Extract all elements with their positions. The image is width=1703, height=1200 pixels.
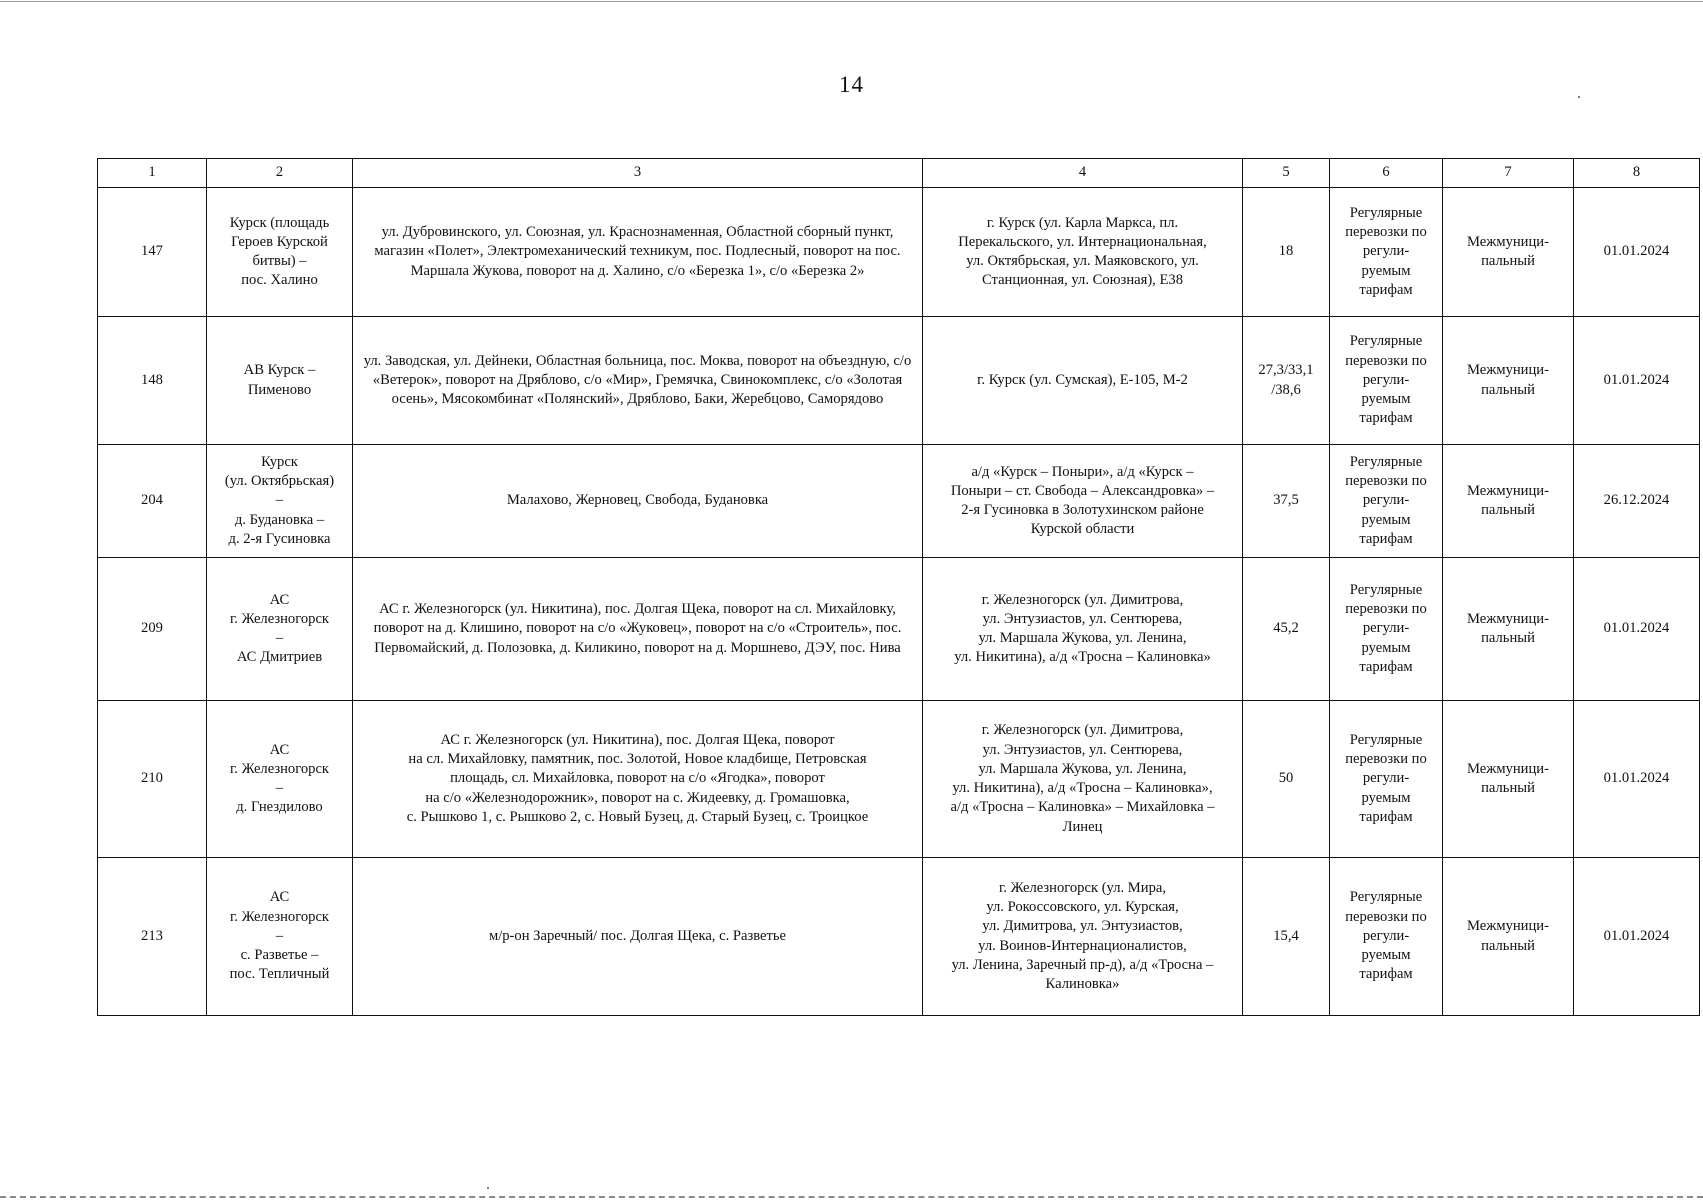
column-header: 4 bbox=[923, 159, 1243, 188]
column-header: 6 bbox=[1330, 159, 1443, 188]
table-row bbox=[98, 317, 1700, 445]
intermediate-stops-cell: м/р-он Заречный/ пос. Долгая Щека, с. Разветье bbox=[353, 858, 923, 1016]
route-name-cell: АС г. Железногорск – АС Дмитриев bbox=[207, 558, 353, 701]
table-row bbox=[98, 558, 1700, 701]
start-date-cell: 01.01.2024 bbox=[1574, 558, 1700, 701]
start-date-cell: 01.01.2024 bbox=[1574, 701, 1700, 858]
scan-speck bbox=[487, 1187, 489, 1189]
column-header: 7 bbox=[1443, 159, 1574, 188]
column-header: 5 bbox=[1243, 159, 1330, 188]
table-row bbox=[98, 445, 1700, 558]
route-name-cell: Курск (площадь Героев Курской битвы) – пос. Халино bbox=[207, 188, 353, 317]
route-length-cell: 18 bbox=[1243, 188, 1330, 317]
transport-type-cell: Регулярные перевозки по регули- руемым тарифам bbox=[1330, 317, 1443, 445]
column-header: 2 bbox=[207, 159, 353, 188]
start-date-cell: 01.01.2024 bbox=[1574, 858, 1700, 1016]
transport-type-cell: Регулярные перевозки по регули- руемым тарифам bbox=[1330, 858, 1443, 1016]
route-number-cell: 210 bbox=[98, 701, 207, 858]
transport-type-cell: Регулярные перевозки по регули- руемым тарифам bbox=[1330, 445, 1443, 558]
routes-table bbox=[97, 158, 1700, 1016]
transport-type-cell: Регулярные перевозки по регули- руемым тарифам bbox=[1330, 188, 1443, 317]
route-number-cell: 148 bbox=[98, 317, 207, 445]
route-name-cell: АС г. Железногорск – с. Разветье – пос. Тепличный bbox=[207, 858, 353, 1016]
table-row bbox=[98, 701, 1700, 858]
streets-roads-cell: г. Железногорск (ул. Димитрова, ул. Энтузиастов, ул. Сентюрева, ул. Маршала Жукова, ул. Ленина, ул. Никитина), а/д «Тросна – Калиновка» bbox=[923, 558, 1243, 701]
route-length-cell: 37,5 bbox=[1243, 445, 1330, 558]
intermediate-stops-cell: АС г. Железногорск (ул. Никитина), пос. Долгая Щека, поворот на сл. Михайловку, памятник, пос. Золотой, Новое кладбище, Петровская площадь, сл. Михайловка, поворот на с/о «Ягодка», поворот на с/о «Железнодорожник», поворот на с. Жидеевку, д. Громашовка, с. Рышково 1, с. Рышково 2, с. Новый Бузец, д. Старый Бузец, с. Троицкое bbox=[353, 701, 923, 858]
table-header-row bbox=[98, 159, 1700, 188]
page-number: 14 bbox=[839, 72, 864, 97]
start-date-cell: 01.01.2024 bbox=[1574, 188, 1700, 317]
transport-type-cell: Регулярные перевозки по регули- руемым тарифам bbox=[1330, 701, 1443, 858]
streets-roads-cell: г. Железногорск (ул. Мира, ул. Рокоссовского, ул. Курская, ул. Димитрова, ул. Энтузиастов, ул. Воинов-Интернационалистов, ул. Ленина, Заречный пр-д), а/д «Тросна – Калиновка» bbox=[923, 858, 1243, 1016]
route-name-cell: АВ Курск – Пименово bbox=[207, 317, 353, 445]
route-kind-cell: Межмуници- пальный bbox=[1443, 701, 1574, 858]
route-kind-cell: Межмуници- пальный bbox=[1443, 188, 1574, 317]
intermediate-stops-cell: АС г. Железногорск (ул. Никитина), пос. Долгая Щека, поворот на сл. Михайловку, поворот на д. Клишино, поворот на с/о «Жуковец», поворот на с/о «Строитель», пос. Первомайский, д. Полозовка, д. Киликино, поворот на д. Моршнево, ДЭУ, пос. Нива bbox=[353, 558, 923, 701]
table-row bbox=[98, 858, 1700, 1016]
transport-type-cell: Регулярные перевозки по регули- руемым тарифам bbox=[1330, 558, 1443, 701]
route-number-cell: 204 bbox=[98, 445, 207, 558]
intermediate-stops-cell: ул. Заводская, ул. Дейнеки, Областная больница, пос. Моква, поворот на объездную, с/о «Ветерок», поворот на Дряблово, с/о «Мир», Гремячка, Свинокомплекс, с/о «Золотая осень», Мясокомбинат «Полянский», Дряблово, Баки, Жеребцово, Саморядово bbox=[353, 317, 923, 445]
column-header: 3 bbox=[353, 159, 923, 188]
route-kind-cell: Межмуници- пальный bbox=[1443, 317, 1574, 445]
route-number-cell: 213 bbox=[98, 858, 207, 1016]
streets-roads-cell: а/д «Курск – Поныри», а/д «Курск – Поныри – ст. Свобода – Александровка» – 2-я Гусиновка в Золотухинском районе Курской области bbox=[923, 445, 1243, 558]
start-date-cell: 26.12.2024 bbox=[1574, 445, 1700, 558]
route-kind-cell: Межмуници- пальный bbox=[1443, 558, 1574, 701]
intermediate-stops-cell: Малахово, Жерновец, Свобода, Будановка bbox=[353, 445, 923, 558]
route-name-cell: Курск (ул. Октябрьская) – д. Будановка – д. 2-я Гусиновка bbox=[207, 445, 353, 558]
scan-speck bbox=[1578, 96, 1580, 98]
streets-roads-cell: г. Курск (ул. Карла Маркса, пл. Перекальского, ул. Интернациональная, ул. Октябрьская, ул. Маяковского, ул. Станционная, ул. Союзная), Е38 bbox=[923, 188, 1243, 317]
route-number-cell: 147 bbox=[98, 188, 207, 317]
intermediate-stops-cell: ул. Дубровинского, ул. Союзная, ул. Краснознаменная, Областной сборный пункт, магазин «Полет», Электромеханический техникум, пос. Подлесный, поворот на пос. Маршала Жукова, поворот на д. Халино, с/о «Березка 1», с/о «Березка 2» bbox=[353, 188, 923, 317]
route-length-cell: 27,3/33,1 /38,6 bbox=[1243, 317, 1330, 445]
table-row bbox=[98, 188, 1700, 317]
route-kind-cell: Межмуници- пальный bbox=[1443, 445, 1574, 558]
streets-roads-cell: г. Курск (ул. Сумская), Е-105, М-2 bbox=[923, 317, 1243, 445]
route-name-cell: АС г. Железногорск – д. Гнездилово bbox=[207, 701, 353, 858]
route-number-cell: 209 bbox=[98, 558, 207, 701]
streets-roads-cell: г. Железногорск (ул. Димитрова, ул. Энтузиастов, ул. Сентюрева, ул. Маршала Жукова, ул. Ленина, ул. Никитина), а/д «Тросна – Калиновка», а/д «Тросна – Калиновка» – Михайловка – Линец bbox=[923, 701, 1243, 858]
route-length-cell: 15,4 bbox=[1243, 858, 1330, 1016]
column-header: 1 bbox=[98, 159, 207, 188]
column-header: 8 bbox=[1574, 159, 1700, 188]
route-length-cell: 45,2 bbox=[1243, 558, 1330, 701]
scan-top-edge bbox=[0, 1, 1703, 2]
route-length-cell: 50 bbox=[1243, 701, 1330, 858]
scan-bottom-edge bbox=[0, 1196, 1703, 1198]
route-kind-cell: Межмуници- пальный bbox=[1443, 858, 1574, 1016]
start-date-cell: 01.01.2024 bbox=[1574, 317, 1700, 445]
